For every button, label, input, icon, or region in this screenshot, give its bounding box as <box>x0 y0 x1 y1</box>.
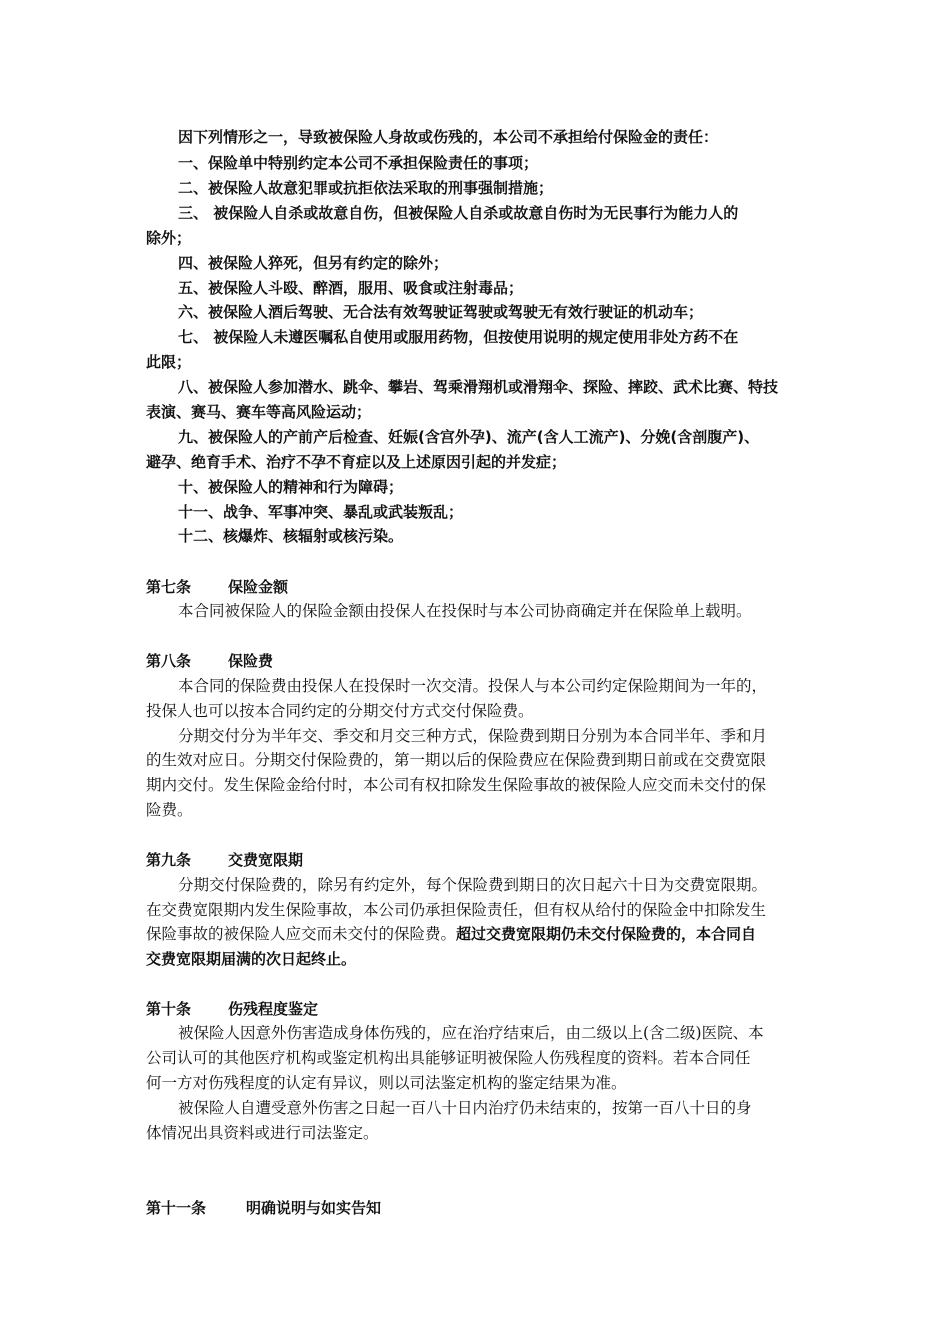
article-title: 交费宽限期 <box>228 851 304 869</box>
exclusion-item: 十一、战争、军事冲突、暴乱或武装叛乱； <box>178 503 464 521</box>
article-8-heading <box>146 649 816 673</box>
article-title: 保险费 <box>228 652 274 670</box>
article-8-paragraph: 险费。 <box>146 801 193 819</box>
article-number: 第八条 <box>146 652 192 670</box>
exclusion-item: 七、 被保险人未遵医嘱私自使用或服用药物，但按使用说明的规定使用非处方药不在 <box>178 328 739 346</box>
article-8-paragraph: 投保人也可以按本合同约定的分期交付方式交付保险费。 <box>146 702 534 720</box>
exclusion-item-continued: 表演、赛马、赛车等高风险运动； <box>146 403 372 421</box>
article-number: 第九条 <box>146 851 192 869</box>
article-7-paragraph: 本合同被保险人的保险金额由投保人在投保时与本公司协商确定并在保险单上载明。 <box>178 602 752 620</box>
exclusion-item: 八、被保险人参加潜水、跳伞、攀岩、驾乘滑翔机或滑翔伞、探险、摔跤、武术比赛、特技 <box>178 378 779 396</box>
exclusion-item-continued: 此限； <box>146 353 192 371</box>
exclusion-item: 三、 被保险人自杀或故意自伤，但被保险人自杀或故意自伤时为无民事行为能力人的 <box>178 204 739 222</box>
article-number: 第十一条 <box>146 1199 207 1217</box>
article-title: 保险金额 <box>228 578 289 596</box>
exclusion-item: 一、保险单中特别约定本公司不承担保险责任的事项； <box>178 154 539 172</box>
article-number: 第七条 <box>146 578 192 596</box>
exclusion-item-continued: 除外； <box>146 229 192 247</box>
exclusion-item: 四、被保险人猝死，但另有约定的除外； <box>178 254 449 272</box>
article-8-paragraph: 分期交付分为半年交、季交和月交三种方式，保险费到期日分别为本合同半年、季和月 <box>178 727 768 745</box>
exclusion-item-continued: 避孕、绝育手术、治疗不孕不育症以及上述原因引起的并发症； <box>146 453 567 471</box>
exclusion-item: 二、被保险人故意犯罪或抗拒依法采取的刑事强制措施； <box>178 179 554 197</box>
article-10-heading <box>146 997 816 1021</box>
article-9-paragraph: 在交费宽限期内发生保险事故，本公司仍承担保险责任，但有权从给付的保险金中扣除发生 <box>146 901 767 919</box>
article-10-paragraph: 体情况出具资料或进行司法鉴定。 <box>146 1124 379 1142</box>
article-8-paragraph: 的生效对应日。分期交付保险费的，第一期以后的保险费应在保险费到期日前或在交费宽限 <box>146 751 767 769</box>
exclusion-item: 五、被保险人斗殴、醉酒，服用、吸食或注射毒品； <box>178 279 524 297</box>
article-8-paragraph: 本合同的保险费由投保人在投保时一次交清。投保人与本公司约定保险期间为一年的， <box>178 677 768 695</box>
article-title: 伤残程度鉴定 <box>228 1000 319 1018</box>
article-7-heading <box>146 575 816 599</box>
exclusions-intro: 因下列情形之一，导致被保险人身故或伤残的，本公司不承担给付保险金的责任： <box>178 128 719 146</box>
exclusion-item: 十二、核爆炸、核辐射或核污染。 <box>178 527 404 545</box>
article-10-paragraph: 被保险人因意外伤害造成身体伤残的，应在治疗结束后，由二级以上(含二级)医院、本 <box>178 1024 764 1042</box>
exclusion-item: 十、被保险人的精神和行为障碍； <box>178 478 404 496</box>
exclusion-item: 六、被保险人酒后驾驶、无合法有效驾驶证驾驶或驾驶无有效行驶证的机动车； <box>178 303 704 321</box>
article-title: 明确说明与如实告知 <box>246 1199 382 1217</box>
article-9-paragraph: 分期交付保险费的，除另有约定外，每个保险费到期日的次日起六十日为交费宽限期。 <box>178 876 768 894</box>
article-9-bold-text: 超过交费宽限期仍未交付保险费的，本合同自 <box>456 925 757 943</box>
exclusion-item: 九、被保险人的产前产后检查、妊娠(含宫外孕)、流产(含人工流产)、分娩(含剖腹产)、 <box>178 428 760 446</box>
article-9-bold-line: 交费宽限期届满的次日起终止。 <box>146 950 357 968</box>
article-9-paragraph <box>146 922 816 946</box>
article-8-paragraph: 期内交付。发生保险金给付时，本公司有权扣除发生保险事故的被保险人应交而未交付的保 <box>146 776 767 794</box>
article-10-paragraph: 被保险人自遭受意外伤害之日起一百八十日内治疗仍未结束的，按第一百八十日的身 <box>178 1099 752 1117</box>
article-11-heading <box>146 1196 816 1220</box>
article-9-text: 保险事故的被保险人应交而未交付的保险费。 <box>146 925 457 943</box>
article-number: 第十条 <box>146 1000 192 1018</box>
article-10-paragraph: 公司认可的其他医疗机构或鉴定机构出具能够证明被保险人伤残程度的资料。若本合同任 <box>146 1049 751 1067</box>
article-10-paragraph: 何一方对伤残程度的认定有异议，则以司法鉴定机构的鉴定结果为准。 <box>146 1074 627 1092</box>
article-9-heading <box>146 848 816 872</box>
